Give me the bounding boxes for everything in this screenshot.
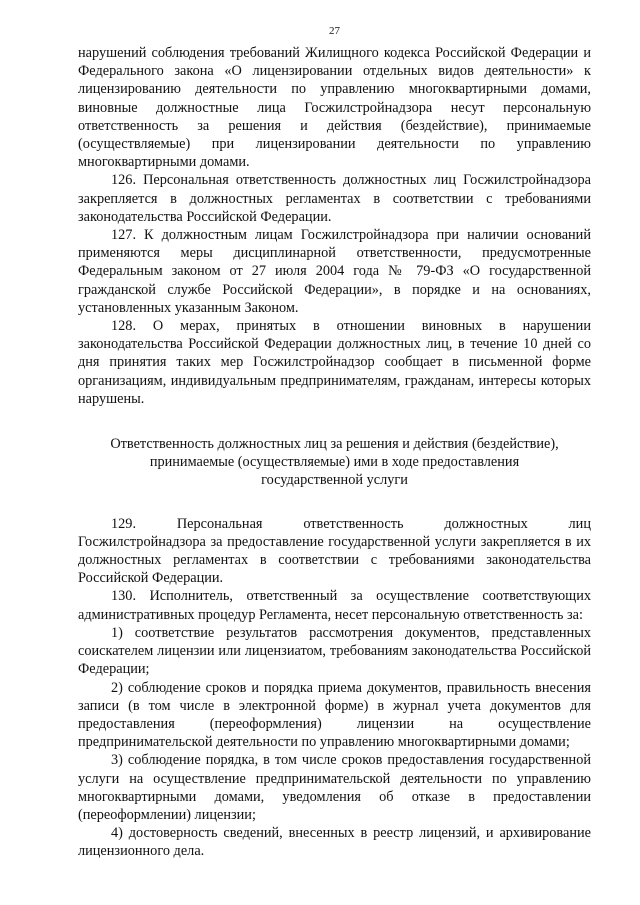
paragraph-130: 130. Исполнитель, ответственный за осуществление соответствующих административных процедур Регламента, несет персональную ответственность за: [78, 588, 591, 623]
p129-word: должностных [444, 515, 528, 532]
paragraph-126: 126. Персональная ответственность должностных лиц Госжилстройнадзора закрепляется в должностных регламентах в соответствии с требованиями законодательства Российской Федерации. [78, 172, 591, 225]
paragraph-127: 127. К должностным лицам Госжилстройнадзора при наличии оснований применяются меры дисциплинарной ответственности, предусмотренные Федеральным законом от 27 июля 2004 года № 79-ФЗ «О государственной гражданской службе Российской Федерации», в порядке и на основаниях, установленных указанным Законом. [78, 227, 591, 316]
section-heading-line-3: государственной услуги [261, 472, 408, 489]
list-item-4: 4) достоверность сведений, внесенных в реестр лицензий, и архивирование лицензионного дела. [78, 825, 591, 860]
section-heading-line-2: принимаемые (осуществляемые) ими в ходе предоставления [149, 454, 520, 471]
p129-word: 129. [111, 515, 137, 532]
p129-word: Персональная [176, 515, 263, 532]
section-heading-line-1: Ответственность должностных лиц за решения и действия (бездействие), [110, 436, 559, 453]
p129-word: лиц [568, 515, 591, 532]
list-item-3: 3) соблюдение порядка, в том числе сроков предоставления государственной услуги на осуществление предпринимательской деятельности по управлению многоквартирными домами, уведомления об отказе в предоставлении (переоформлении) лицензии; [78, 752, 591, 823]
paragraph-continuation: нарушений соблюдения требований Жилищного кодекса Российской Федерации и Федерального закона «О лицензировании отдельных видов деятельности» к лицензированию деятельности по управлению многоквартирными домами, виновные должностные лица Госжилстройнадзора несут персональную ответственность за решения и действия (бездействие), принимаемые (осуществляемые) при лицензировании деятельности по управлению многоквартирными домами. [78, 45, 591, 171]
list-item-2: 2) соблюдение сроков и порядка приема документов, правильность внесения записи (в том числе в электронной форме) в журнал учета документов для предоставления (переоформления) лицензии на осуществление предпринимательской деятельности по управлению многоквартирными домами; [78, 679, 591, 751]
page-number: 27 [329, 25, 340, 37]
paragraph-129-first-line [78, 515, 591, 533]
document-body [78, 44, 591, 861]
p129-word: ответственность [303, 515, 404, 532]
list-item-1: 1) соответствие результатов рассмотрения документов, представленных соискателем лицензии или лицензиатом, требованиям законодательства Российской Федерации; [78, 624, 591, 678]
paragraph-128: 128. О мерах, принятых в отношении виновных в нарушении законодательства Российской Федерации должностных лиц, в течение 10 дней со дня принятия таких мер Госжилстройнадзор сообщает в письменной форме организациям, индивидуальным предпринимателям, гражданам, интересы которых нарушены. [78, 318, 591, 407]
section-heading [78, 435, 591, 490]
paragraph-129-rest: Госжилстройнадзора за предоставление государственной услуги закрепляется в их должностных регламентах в соответствии с требованиями законодательства Российской Федерации. [78, 533, 591, 587]
